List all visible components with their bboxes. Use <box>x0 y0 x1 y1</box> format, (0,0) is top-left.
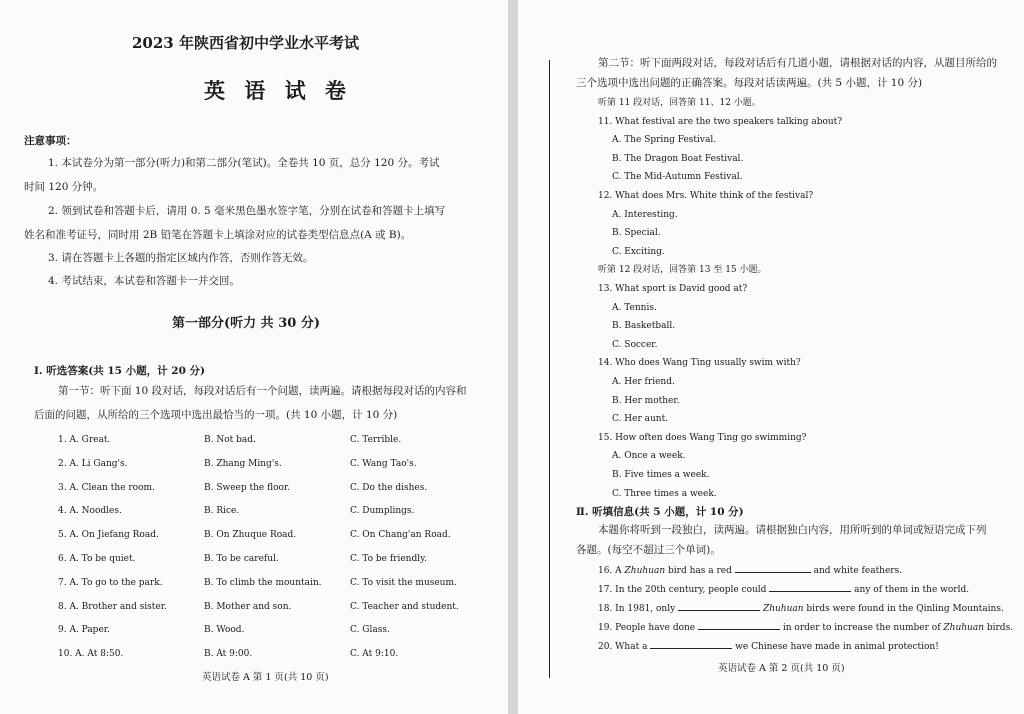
option-b: B. To climb the mountain. <box>204 577 322 588</box>
option: B. The Dragon Boat Festival. <box>612 153 744 164</box>
exam-title: 2023 年陕西省初中学业水平考试 <box>132 34 359 52</box>
option-b: B. On Zhuque Road. <box>204 530 297 541</box>
fill-item-17 <box>598 581 969 597</box>
fill-text: birds were found in the Qinling Mountains. <box>803 604 1004 614</box>
fill-text: Zhuhuan <box>762 604 804 614</box>
instruction-line: 第一节：听下面 10 段对话，每段对话后有一个问题，读两遍。请根据每段对话的内容和 <box>58 385 467 397</box>
option-c: C. Glass. <box>350 625 390 636</box>
fill-item-19 <box>598 619 1013 635</box>
option: C. Her aunt. <box>612 414 669 425</box>
fill-item-18 <box>598 600 1004 616</box>
option-a: 2. A. Li Gang's. <box>58 458 128 469</box>
dialogue-heading: 听第 11 段对话，回答第 11、12 小题。 <box>598 98 761 108</box>
part-title: 第一部分(听力 共 30 分) <box>172 316 320 331</box>
option-c: C. Teacher and student. <box>350 601 459 612</box>
option: B. Basketball. <box>612 321 676 332</box>
fill-text: Zhuhuan <box>624 566 666 576</box>
fill-text: 20. What a <box>598 642 648 652</box>
notice-line: 4. 考试结束，本试卷和答题卡一并交回。 <box>48 275 240 287</box>
option-a: 6. A. To be quiet. <box>58 554 136 564</box>
option-c: C. To visit the museum. <box>350 577 457 588</box>
option-a: 5. A. On Jiefang Road. <box>58 530 159 541</box>
notice-line: 2. 领到试卷和答题卡后，请用 0. 5 毫米黑色墨水签字笔，分别在试卷和答题卡上填写 <box>48 205 446 217</box>
margin-rule <box>549 60 550 678</box>
option: A. Her friend. <box>612 377 675 387</box>
notice-heading: 注意事项： <box>24 135 77 147</box>
answer-blank[interactable] <box>769 581 851 592</box>
page-footer: 英语试卷 A 第 1 页(共 10 页) <box>202 672 329 683</box>
notice-line: 3. 请在答题卡上各题的指定区域内作答，否则作答无效。 <box>48 252 314 264</box>
answer-blank[interactable] <box>698 619 780 630</box>
fill-text: bird has a red <box>665 566 732 576</box>
option-c: C. Terrible. <box>350 435 402 445</box>
fill-text: and white feathers. <box>810 566 903 576</box>
fill-text: Zhuhuan <box>943 623 984 633</box>
question: 14. Who does Wang Ting usually swim with? <box>598 358 801 369</box>
option: C. The Mid-Autumn Festival. <box>612 172 743 183</box>
section-heading: Ⅰ. 听选答案(共 15 小题，计 20 分) <box>34 365 206 377</box>
question: 11. What festival are the two speakers talking about? <box>598 116 843 127</box>
option-c: C. Do the dishes. <box>350 482 428 493</box>
option: A. Once a week. <box>612 451 686 462</box>
instruction-line: 后面的问题，从所给的三个选项中选出最恰当的一项。(共 10 小题，计 10 分) <box>34 409 398 421</box>
option-c: C. On Chang'an Road. <box>350 530 451 541</box>
notice-line: 姓名和准考证号，同时用 2B 铅笔在答题卡上填涂对应的试卷类型信息点(A 或 B)。 <box>24 229 412 241</box>
option-b: B. Mother and son. <box>204 601 292 612</box>
fill-text: we Chinese have made in animal protection! <box>732 642 939 652</box>
fill-text: 19. People have done <box>598 623 696 633</box>
option: A. Interesting. <box>612 209 678 220</box>
notice-line: 1. 本试卷分为第一部分(听力)和第二部分(笔试)。全卷共 10 页，总分 120 分。考试 <box>48 157 440 169</box>
option-c: C. Wang Tao's. <box>350 458 417 469</box>
option-b: B. Zhang Ming's. <box>204 458 282 469</box>
option-a: 4. A. Noodles. <box>58 506 122 517</box>
option-c: C. At 9:10. <box>350 649 399 660</box>
option: C. Soccer. <box>612 339 658 350</box>
page-footer: 英语试卷 A 第 2 页(共 10 页) <box>718 663 845 674</box>
option: B. Five times a week. <box>612 470 710 480</box>
option-a: 8. A. Brother and sister. <box>58 601 167 612</box>
option-b: B. Sweep the floor. <box>204 482 291 493</box>
option: C. Three times a week. <box>612 488 717 499</box>
answer-blank[interactable] <box>678 600 760 611</box>
exam-subtitle: 英 语 试 卷 <box>204 78 352 103</box>
option-c: C. To be friendly. <box>350 554 427 564</box>
option-a: 3. A. Clean the room. <box>58 482 155 493</box>
instruction-line: 三个选项中选出问题的正确答案。每段对话读两遍。(共 5 小题，计 10 分) <box>576 77 923 89</box>
instruction-line: 第二节：听下面两段对话，每段对话后有几道小题，请根据对话的内容，从题目所给的 <box>598 57 997 69</box>
fill-text: any of them in the world. <box>851 585 970 595</box>
notice-line: 时间 120 分钟。 <box>24 181 104 193</box>
exam-page-2 <box>518 0 1024 714</box>
dialogue-heading: 听第 12 段对话，回答第 13 至 15 小题。 <box>598 265 767 276</box>
option-a: 7. A. To go to the park. <box>58 577 163 588</box>
instruction-line: 各题。(每空不超过三个单词)。 <box>576 544 721 556</box>
question: 13. What sport is David good at? <box>598 284 748 294</box>
question: 12. What does Mrs. White think of the festival? <box>598 191 814 201</box>
option: A. Tennis. <box>612 302 657 313</box>
answer-blank[interactable] <box>735 562 811 573</box>
option-a: 10. A. At 8:50. <box>58 649 124 660</box>
instruction-line: 本题你将听到一段独白，读两遍。请根据独白内容，用所听到的单词或短语完成下列 <box>598 524 987 536</box>
option-a: 1. A. Great. <box>58 435 111 445</box>
option-b: B. Rice. <box>204 506 240 517</box>
option-b: B. Not bad. <box>204 435 256 445</box>
option: A. The Spring Festival. <box>612 135 717 146</box>
section-heading: Ⅱ. 听填信息(共 5 小题，计 10 分) <box>576 506 744 518</box>
option: C. Exciting. <box>612 246 665 257</box>
option-b: B. At 9:00. <box>204 649 253 660</box>
fill-text: 17. In the 20th century, people could <box>598 585 767 595</box>
question: 15. How often does Wang Ting go swimming? <box>598 432 807 443</box>
fill-item-20 <box>598 638 939 654</box>
option-b: B. Wood. <box>204 625 245 636</box>
fill-text: 18. In 1981, only <box>598 604 676 614</box>
exam-page-1 <box>0 0 508 714</box>
option: B. Her mother. <box>612 395 680 406</box>
option-c: C. Dumplings. <box>350 506 415 517</box>
answer-blank[interactable] <box>650 638 732 649</box>
fill-text: birds. <box>984 623 1014 633</box>
option: B. Special. <box>612 228 661 239</box>
fill-text: 16. A <box>598 566 625 576</box>
fill-item-16 <box>598 562 902 578</box>
option-a: 9. A. Paper. <box>58 625 110 636</box>
option-b: B. To be careful. <box>204 554 279 564</box>
fill-text: in order to increase the number of <box>780 623 944 633</box>
